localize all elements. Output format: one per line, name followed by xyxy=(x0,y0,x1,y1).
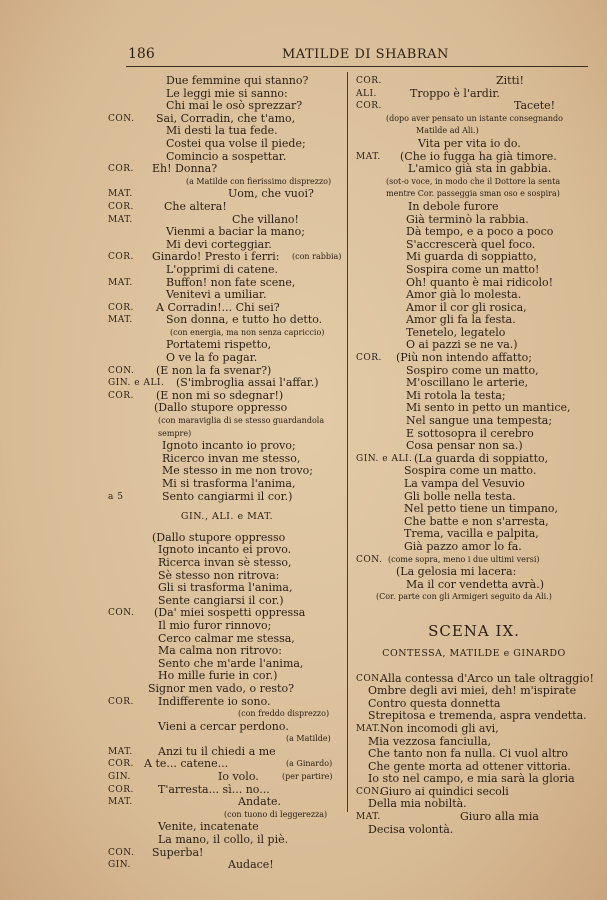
verse-text: Mi sento in petto un mantice, xyxy=(406,401,571,415)
verse-text: Buffon! non fate scene, xyxy=(166,275,296,289)
speaker-label: MAT. xyxy=(108,277,133,288)
verse-text: Anzi tu il chiedi a me xyxy=(158,744,276,758)
verse-text: Cosa pensar non sa.) xyxy=(406,439,523,453)
speaker-label: MAT. xyxy=(108,189,133,200)
verse-line xyxy=(108,138,346,151)
verse-text: Strepitosa e tremenda, aspra vendetta. xyxy=(368,709,587,723)
verse-line xyxy=(356,541,592,554)
verse-text: (Più non intendo affatto; xyxy=(396,351,532,365)
speaker-label: MAT. xyxy=(356,812,381,823)
speaker-label: COR. xyxy=(108,252,134,263)
verse-line xyxy=(356,138,592,151)
verse-text: Venite, incatenate xyxy=(158,820,259,834)
verse-line xyxy=(108,440,346,453)
speaker-label: MAT. xyxy=(108,315,133,326)
verse-text: Ignoto incanto io provo; xyxy=(162,439,296,453)
verse-text: A Corradin!... Chi sei? xyxy=(156,300,280,314)
speaker-label: COR. xyxy=(356,101,382,112)
verse-line xyxy=(356,113,592,126)
speaker-label: COR. xyxy=(108,164,134,175)
verse-line xyxy=(108,645,346,658)
verse-text: Mi si trasforma l'anima, xyxy=(162,477,296,490)
verse-line xyxy=(356,226,592,239)
verse-line xyxy=(356,88,592,101)
stage-direction: (per partire) xyxy=(282,772,333,782)
stage-direction: (dopo aver pensato un istante consegnando xyxy=(386,113,563,123)
verse-line xyxy=(356,811,592,824)
verse-line xyxy=(356,289,592,302)
verse-line xyxy=(356,591,592,604)
verse-text: Cerco calmar me stessa, xyxy=(158,631,295,645)
verse-text: Zitti! xyxy=(496,74,524,87)
verse-text: Uom, che vuoi? xyxy=(228,187,314,201)
speaker-label: COR. xyxy=(108,302,134,313)
verse-text: O ve la fo pagar. xyxy=(166,351,258,365)
verse-text: Vienmi a baciar la mano; xyxy=(166,225,305,239)
verse-text: Decisa volontà. xyxy=(368,822,454,836)
verse-text: Sospiro come un matto, xyxy=(406,363,539,377)
verse-line xyxy=(356,264,592,277)
speaker-label: GIN. e ALI. xyxy=(356,453,413,464)
verse-text: Già terminò la rabbia. xyxy=(406,212,529,226)
verse-line xyxy=(356,478,592,491)
verse-text: Mi rotola la testa; xyxy=(406,388,506,402)
verse-text: Contro questa donnetta xyxy=(368,696,501,710)
verse-line xyxy=(356,100,592,113)
right-column xyxy=(356,75,592,836)
verse-line xyxy=(356,723,592,736)
verse-line xyxy=(108,314,346,327)
verse-text: Che tanto non fa nulla. Ci vuol altro xyxy=(368,747,569,761)
stage-direction: (con tuono di leggerezza) xyxy=(224,809,328,819)
verse-line xyxy=(108,620,346,633)
verse-text: Gli bolle nella testa. xyxy=(404,489,516,503)
verse-text: M'oscillano le arterie, xyxy=(406,376,529,390)
verse-text: Ignoto incanto ei provo. xyxy=(158,543,292,557)
verse-text: Due femmine qui stanno? xyxy=(166,74,309,87)
speaker-label: MAT. xyxy=(108,214,133,225)
verse-text: A te... catene... xyxy=(144,757,229,771)
verse-text: Ma il cor vendetta avrà.) xyxy=(406,577,545,591)
page-number: 186 xyxy=(128,46,155,62)
verse-text: Signor men vado, o resto? xyxy=(148,681,294,695)
verse-text: Nel petto tiene un timpano, xyxy=(404,502,559,516)
verse-text: Me stesso in me non trovo; xyxy=(162,464,313,478)
verse-line xyxy=(356,201,592,214)
verse-text: Alla contessa d'Arco un tale oltraggio! xyxy=(380,671,594,685)
verse-text: Mi devi corteggiar. xyxy=(166,237,272,251)
speaker-label: GIN. e ALI. xyxy=(108,378,165,389)
stage-direction: (come sopra, meno i due ultimi versi) xyxy=(388,554,540,564)
verse-text: Eh! Donna? xyxy=(152,162,218,176)
stage-direction: (con energia, ma non senza capriccio) xyxy=(170,327,325,337)
stage-direction: (Cor. parte con gli Armigeri seguito da Ali.) xyxy=(376,592,552,602)
verse-text: Io sto nel campo, e mia sarà la gloria xyxy=(368,772,575,786)
verse-line xyxy=(108,163,346,176)
verse-line xyxy=(108,683,346,696)
verse-line xyxy=(108,582,346,595)
verse-text: Sospira come un matto! xyxy=(406,262,540,276)
header-rule xyxy=(126,66,588,67)
verse-text: (E non la fa svenar?) xyxy=(156,363,272,377)
verse-line xyxy=(108,289,346,302)
speaker-label: GIN. xyxy=(108,772,131,783)
verse-line xyxy=(108,491,346,504)
speaker-label: CON. xyxy=(356,554,383,565)
speaker-label: CON. xyxy=(356,786,383,797)
verse-line xyxy=(108,733,346,746)
verse-text: Giuro ai quindici secoli xyxy=(380,784,509,798)
left-dialogue-block-2 xyxy=(108,532,346,872)
verse-text: Venitevi a umiliar. xyxy=(166,288,267,302)
speaker-label: COR. xyxy=(356,76,382,86)
verse-text: Gli si trasforma l'anima, xyxy=(158,581,293,595)
verse-text: (Da' miei sospetti oppressa xyxy=(154,606,306,620)
verse-line xyxy=(108,188,346,201)
verse-text: Portatemi rispetto, xyxy=(166,338,272,352)
speaker-label: CON. xyxy=(108,365,135,376)
verse-text: Superba! xyxy=(152,845,204,859)
stage-direction: (sot-o voce, in modo che il Dottore la senta xyxy=(386,176,561,186)
left-column xyxy=(108,75,346,872)
verse-text: La mano, il collo, il piè. xyxy=(158,833,289,847)
verse-line xyxy=(108,151,346,164)
stage-direction: Matilde ad Ali.) xyxy=(416,126,479,136)
speaker-label: COR. xyxy=(108,201,134,212)
verse-line xyxy=(108,847,346,860)
verse-text: Ombre degli avi miei, deh! m'ispirate xyxy=(368,684,577,698)
speaker-label: GIN. xyxy=(108,860,131,871)
speaker-label: CON. xyxy=(108,608,135,619)
verse-text: Sente cangiarsi il cor.) xyxy=(158,593,284,607)
verse-line xyxy=(108,796,346,809)
verse-line xyxy=(356,75,592,88)
speaker-label: COR. xyxy=(108,696,134,707)
verse-line xyxy=(356,163,592,176)
verse-text: Dà tempo, e a poco a poco xyxy=(406,225,554,239)
verse-text: (La gelosia mi lacera: xyxy=(396,565,517,579)
verse-line xyxy=(108,784,346,797)
verse-text: (Dallo stupore oppresso xyxy=(152,530,286,544)
verse-text: Costei qua volse il piede; xyxy=(166,136,306,150)
verse-text: (Dallo stupore oppresso xyxy=(154,401,288,415)
verse-text: In debole furore xyxy=(408,199,499,213)
verse-line xyxy=(356,314,592,327)
verse-text: Sè stesso non ritrova: xyxy=(158,568,280,582)
verse-line xyxy=(356,579,592,592)
speaker-label: CON. xyxy=(108,113,135,124)
verse-text: Che villano! xyxy=(232,212,299,226)
verse-text: Ginardo! Presto i ferri: xyxy=(152,250,280,264)
verse-text: Giuro alla mia xyxy=(460,810,539,824)
verse-line xyxy=(356,566,592,579)
verse-text: (Che io fugga ha già timore. xyxy=(400,149,557,163)
verse-text: Sento che m'arde l'anima, xyxy=(158,656,304,670)
running-title: MATILDE DI SHABRAN xyxy=(282,47,449,62)
page-header xyxy=(0,46,607,66)
verse-line xyxy=(108,478,346,491)
speaker-label: COR. xyxy=(108,390,134,401)
verse-text: Amor già lo molesta. xyxy=(406,288,522,302)
scene-title: SCENA IX. xyxy=(428,621,520,640)
verse-line xyxy=(356,352,592,365)
verse-line xyxy=(108,771,346,784)
verse-text: Che altera! xyxy=(164,199,227,213)
speaker-label: ALI. xyxy=(356,88,377,99)
verse-text: Ricerco invan me stesso, xyxy=(162,451,301,465)
verse-text: Il mio furor rinnovo; xyxy=(158,618,272,632)
verse-text: La vampa del Vesuvio xyxy=(404,477,525,490)
verse-text: L'amico già sta in gabbia. xyxy=(408,162,552,176)
verse-text: Mi guarda di soppiatto, xyxy=(406,250,537,264)
scene-cast: CONTESSA, MATILDE e GINARDO xyxy=(382,647,566,659)
stage-direction: sempre) xyxy=(158,428,192,438)
verse-text: O ai pazzi se ne va.) xyxy=(406,338,518,352)
verse-line xyxy=(356,440,592,453)
verse-text: Non incomodi gli avi, xyxy=(380,721,499,735)
verse-text: Della mia nobiltà. xyxy=(368,797,467,811)
verse-line xyxy=(108,696,346,709)
stage-direction: (a Matilde) xyxy=(286,734,331,744)
verse-text: Comincio a sospettar. xyxy=(166,149,287,163)
verse-text: (S'imbroglia assai l'affar.) xyxy=(176,376,319,390)
verse-text: Andate. xyxy=(238,795,282,809)
verse-text: Che batte e non s'arresta, xyxy=(404,514,549,528)
verse-text: L'opprimi di catene. xyxy=(166,262,279,276)
speaker-label: MAT. xyxy=(108,746,133,757)
verse-text: Nel sangue una tempesta; xyxy=(406,414,553,428)
speaker-label: MAT. xyxy=(356,151,381,162)
verse-text: S'accrescerà quel foco. xyxy=(406,237,536,251)
verse-line xyxy=(108,377,346,390)
verse-line xyxy=(356,176,592,189)
verse-text: T'arresta... sì... no... xyxy=(158,782,270,796)
verse-text: Io volo. xyxy=(218,770,259,784)
verse-line xyxy=(108,415,346,428)
verse-line xyxy=(108,708,346,721)
column-divider xyxy=(347,72,348,812)
verse-text: Indifferente io sono. xyxy=(158,694,271,708)
verse-line xyxy=(356,748,592,761)
verse-line xyxy=(356,377,592,390)
verse-text: Ma calma non ritrovo: xyxy=(158,644,282,658)
verse-line xyxy=(108,201,346,214)
speaker-label: CON. xyxy=(356,673,383,684)
verse-line xyxy=(108,402,346,415)
speaker-label: COR. xyxy=(108,759,134,770)
verse-text: (E non mi so sdegnar!) xyxy=(156,388,284,402)
verse-text: Già pazzo amor lo fa. xyxy=(404,539,522,553)
verse-text: Ricerca invan sè stesso, xyxy=(158,555,292,569)
stage-direction: mentre Cor. passeggia sman oso e sospira) xyxy=(386,189,560,199)
verse-text: E sottosopra il cerebro xyxy=(406,426,534,440)
speaker-label: MAT. xyxy=(108,797,133,808)
verse-text: Che gente morta ad ottener vittoria. xyxy=(368,759,571,773)
verse-text: Mi desti la tua fede. xyxy=(166,124,278,138)
verse-line xyxy=(356,503,592,516)
speaker-label: COR. xyxy=(108,784,134,795)
verse-line xyxy=(108,859,346,872)
verse-text: Sai, Corradin, che t'amo, xyxy=(156,111,296,125)
verse-text: Trema, vacilla e palpita, xyxy=(404,527,539,541)
right-dialogue-block-1 xyxy=(356,75,592,604)
verse-text: Sospira come un matto. xyxy=(404,464,537,478)
cast-heading: GIN., ALI. e MAT. xyxy=(180,511,274,523)
verse-line xyxy=(108,557,346,570)
verse-line xyxy=(108,100,346,113)
verse-text: Son donna, e tutto ho detto. xyxy=(166,313,323,327)
verse-line xyxy=(356,773,592,786)
right-dialogue-block-2 xyxy=(356,673,592,837)
verse-text: Mia vezzosa fanciulla, xyxy=(368,734,492,748)
stage-direction: (a Matilde con fierissimo disprezzo) xyxy=(186,176,332,186)
verse-text: Le leggi mie si sanno: xyxy=(166,86,288,100)
stage-direction: (a Ginardo) xyxy=(286,759,333,769)
verse-line xyxy=(356,824,592,837)
verse-text: Oh! quanto è mai ridicolo! xyxy=(406,275,554,289)
speaker-label: MAT. xyxy=(356,723,381,734)
verse-text: Vita per vita io do. xyxy=(418,136,521,150)
speaker-label: a 5 xyxy=(108,491,124,502)
stage-direction: (con rabbia) xyxy=(292,252,342,262)
verse-line xyxy=(108,834,346,847)
stage-direction: (con freddo disprezzo) xyxy=(238,709,330,719)
speaker-label: COR. xyxy=(356,353,382,364)
verse-line xyxy=(108,721,346,734)
left-dialogue-block-1 xyxy=(108,75,346,503)
verse-line xyxy=(108,226,346,239)
verse-text: Audace! xyxy=(228,858,274,872)
verse-text: Tacete! xyxy=(514,99,556,113)
verse-line xyxy=(356,685,592,698)
verse-text: Sento cangiarmi il cor.) xyxy=(162,489,293,503)
verse-line xyxy=(108,264,346,277)
verse-line xyxy=(356,415,592,428)
stage-direction: (con maraviglia di se stesso guardandola xyxy=(158,416,325,426)
verse-text: Tenetelo, legatelo xyxy=(406,325,506,339)
verse-text: Vieni a cercar perdono. xyxy=(158,719,289,733)
verse-line xyxy=(108,352,346,365)
verse-text: Troppo è l'ardir. xyxy=(410,86,500,100)
verse-text: Amor il cor gli rosica, xyxy=(406,300,527,314)
speaker-label: CON. xyxy=(108,847,135,858)
verse-text: Ho mille furie in cor.) xyxy=(158,669,278,683)
verse-line xyxy=(108,75,346,88)
verse-text: Amor gli fa la festa. xyxy=(406,313,516,327)
verse-text: Chi mai le osò sprezzar? xyxy=(166,99,303,113)
verse-text: (La guarda di soppiatto, xyxy=(414,451,549,465)
